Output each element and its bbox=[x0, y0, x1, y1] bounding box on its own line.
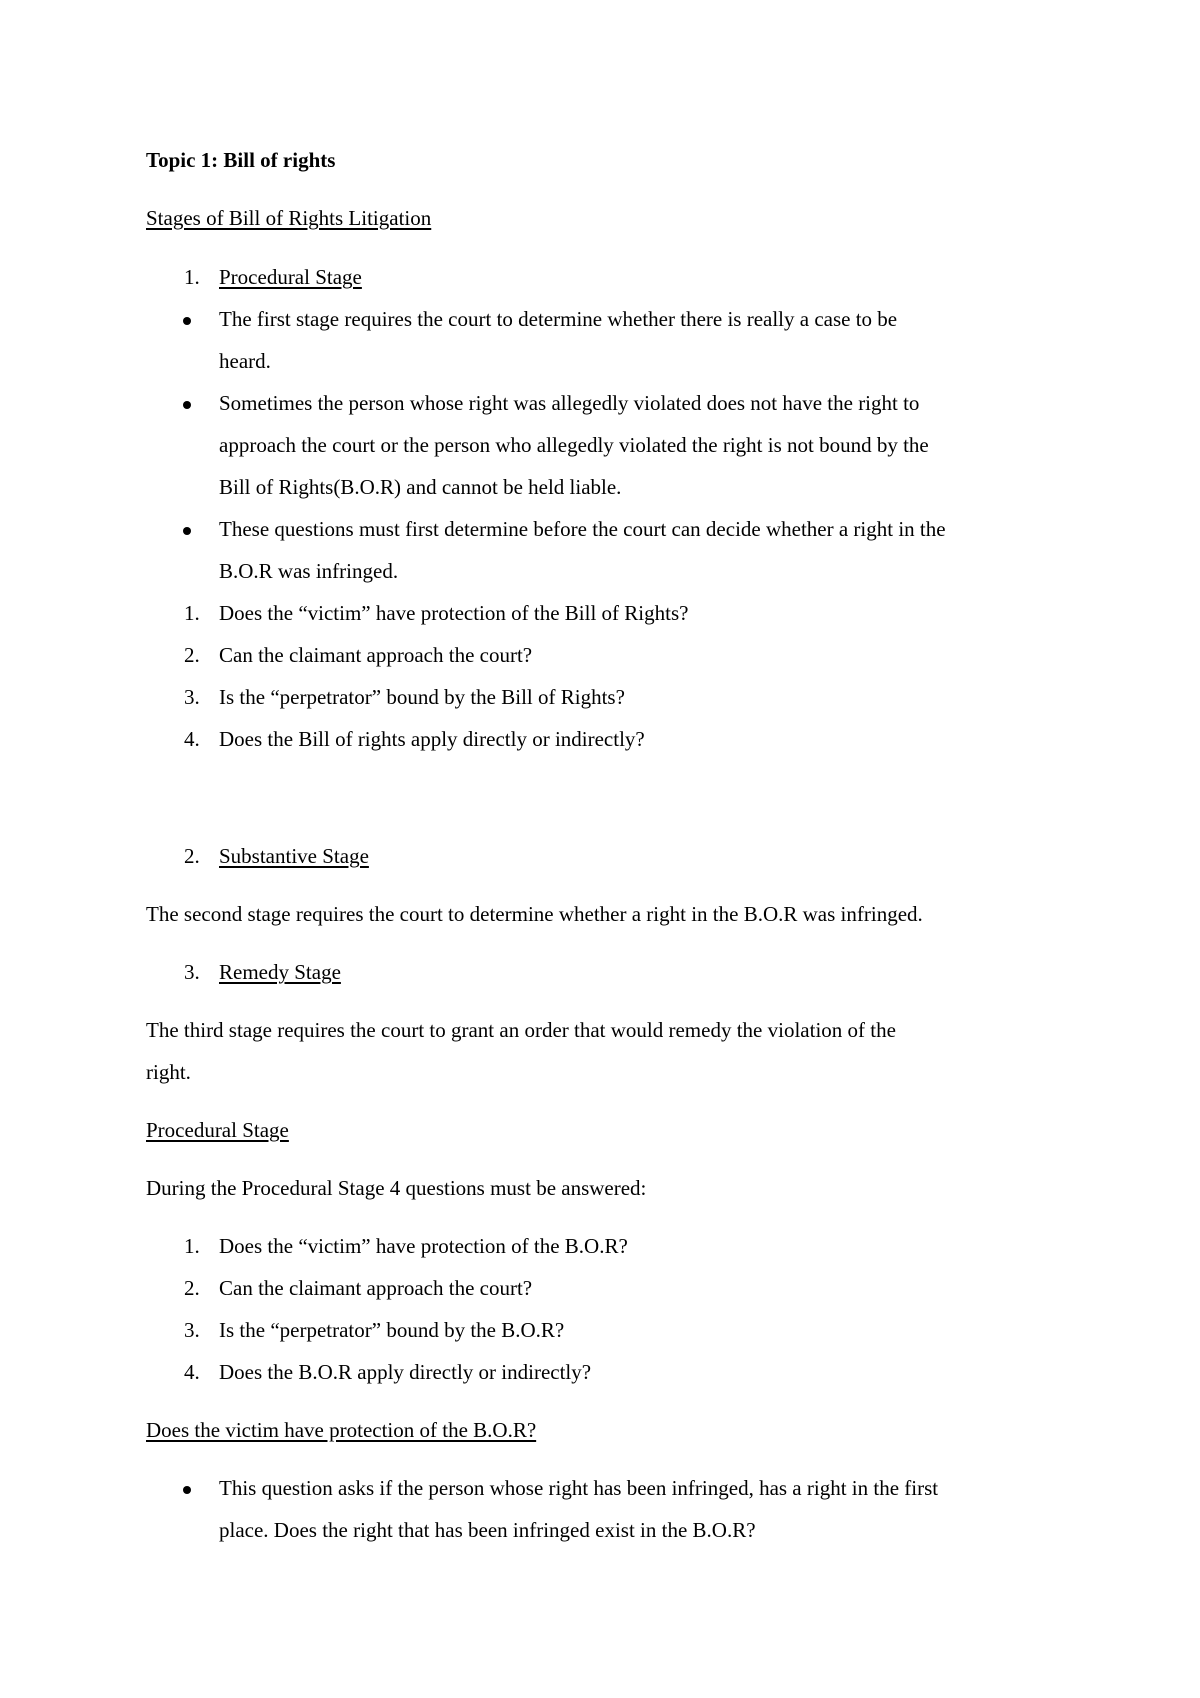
bullet-line: B.O.R was infringed. bbox=[219, 559, 399, 583]
list-number: 2. bbox=[184, 643, 200, 667]
list-item: Does the Bill of rights apply directly or indirectly? bbox=[219, 727, 645, 751]
bullet-line: heard. bbox=[219, 349, 271, 373]
bullet-line: This question asks if the person whose right has been infringed, has a right in the first bbox=[219, 1476, 939, 1500]
list-item: Is the “perpetrator” bound by the B.O.R? bbox=[219, 1318, 565, 1342]
bullet-line: Sometimes the person whose right was allegedly violated does not have the right to bbox=[219, 391, 920, 415]
list-item: Can the claimant approach the court? bbox=[219, 1276, 533, 1300]
paragraph: The second stage requires the court to determine whether a right in the B.O.R was infringed. bbox=[146, 902, 923, 926]
bullet-line: These questions must first determine before the court can decide whether a right in the bbox=[219, 517, 946, 541]
list-number: 2. bbox=[184, 844, 200, 868]
list-item: Does the B.O.R apply directly or indirectly? bbox=[219, 1360, 592, 1384]
list-number: 3. bbox=[184, 1318, 200, 1342]
section-heading: Stages of Bill of Rights Litigation bbox=[146, 206, 432, 230]
document-title: Topic 1: Bill of rights bbox=[146, 148, 336, 172]
list-item: Does the “victim” have protection of the Bill of Rights? bbox=[219, 601, 689, 625]
list-number: 4. bbox=[184, 1360, 200, 1384]
list-number: 3. bbox=[184, 960, 200, 984]
stage2-heading: Substantive Stage bbox=[219, 844, 369, 868]
list-number: 1. bbox=[184, 1234, 200, 1258]
list-number: 2. bbox=[184, 1276, 200, 1300]
list-item: Is the “perpetrator” bound by the Bill of Rights? bbox=[219, 685, 625, 709]
bullet-line: The first stage requires the court to determine whether there is really a case to be bbox=[219, 307, 898, 331]
list-item: Does the “victim” have protection of the B.O.R? bbox=[219, 1234, 628, 1258]
list-number: 1. bbox=[184, 265, 200, 289]
paragraph-line: right. bbox=[146, 1060, 191, 1084]
bullet-line: approach the court or the person who allegedly violated the right is not bound by the bbox=[219, 433, 929, 457]
bullet-icon bbox=[183, 401, 191, 409]
list-number: 4. bbox=[184, 727, 200, 751]
bullet-icon bbox=[183, 1486, 191, 1494]
list-number: 1. bbox=[184, 601, 200, 625]
paragraph-line: The third stage requires the court to grant an order that would remedy the violation of the bbox=[146, 1018, 896, 1042]
stage3-heading: Remedy Stage bbox=[219, 960, 341, 984]
bullet-line: Bill of Rights(B.O.R) and cannot be held liable. bbox=[219, 475, 622, 499]
stage1-heading: Procedural Stage bbox=[219, 265, 362, 289]
bullet-icon bbox=[183, 527, 191, 535]
list-item: Can the claimant approach the court? bbox=[219, 643, 533, 667]
procedural-heading: Procedural Stage bbox=[146, 1118, 289, 1142]
list-number: 3. bbox=[184, 685, 200, 709]
bullet-line: place. Does the right that has been infringed exist in the B.O.R? bbox=[219, 1518, 756, 1542]
victim-heading: Does the victim have protection of the B.O.R? bbox=[146, 1418, 537, 1442]
paragraph: During the Procedural Stage 4 questions must be answered: bbox=[146, 1176, 647, 1200]
bullet-icon bbox=[183, 317, 191, 325]
